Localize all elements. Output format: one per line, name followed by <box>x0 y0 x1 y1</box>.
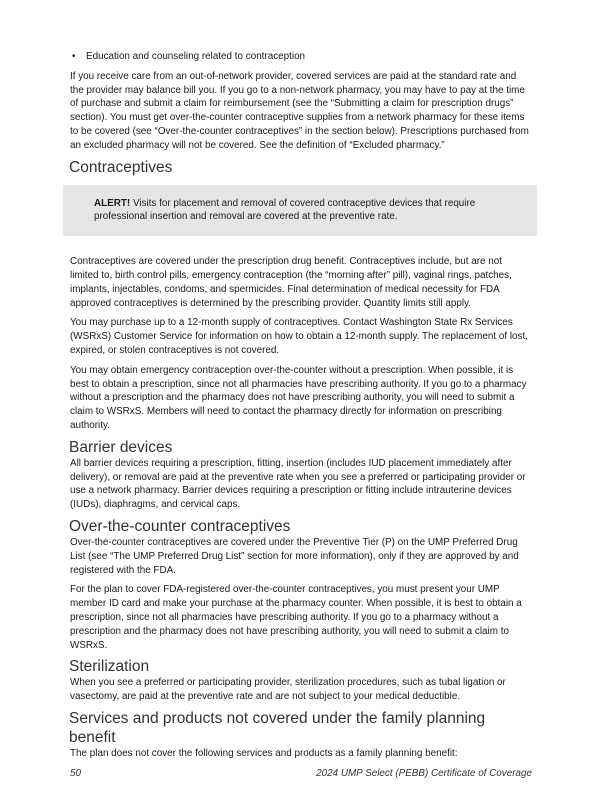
sterilization-paragraph: When you see a preferred or participating provider, sterilization procedures, such as tubal ligation or vasectomy, are paid at the preventive rate and are not subject to your medical deductible. <box>70 677 506 703</box>
alert-label: ALERT! <box>94 197 131 209</box>
contraceptives-paragraph-2: You may purchase up to a 12-month supply of contraceptives. Contact Washington State Rx Services (WSRxS) Customer Service for information on how to obtain a 12-month supply. The replacement of lost, expired, or stolen contraceptives is not covered. <box>70 317 528 356</box>
bullet-icon: • <box>72 51 76 62</box>
sterilization-heading: Sterilization <box>69 658 150 676</box>
not-covered-paragraph: The plan does not cover the following services and products as a family planning benefit: <box>70 747 458 759</box>
barrier-paragraph: All barrier devices requiring a prescription, fitting, insertion (includes IUD placement immediately after delivery), or removal are paid at the preventive rate when you see a preferred or participating provider or use a network pharmacy. Barrier devices requiring a prescription or fitting include intrauterine devices (IUDs), diaphragms, and cervical caps. <box>70 457 526 511</box>
contraceptives-paragraph-1: Contraceptives are covered under the prescription drug benefit. Contraceptives include, but are not limited to, birth control pills, emergency contraception (the “morning after” pill), vaginal rings, patches, implants, injectables, condoms, and spermicides. Final determination of medical necessity for FDA approved contraceptives is determined by the prescribing provider. Quantity limits still apply. <box>70 256 512 309</box>
alert-box <box>63 185 537 237</box>
barrier-devices-heading: Barrier devices <box>69 438 173 456</box>
otc-paragraph-2: For the plan to cover FDA-registered over-the-counter contraceptives, you must present your UMP member ID card and make your purchase at the pharmacy counter. When possible, it is best to obtain a prescription, since not all pharmacies have prescribing authority. If you go to a pharmacy without a prescription and the pharmacy does not have prescribing authority, you will need to submit a claim to WSRxS. <box>70 584 522 651</box>
otc-paragraph-1: Over-the-counter contraceptives are covered under the Preventive Tier (P) on the UMP Preferred Drug List (see “The UMP Preferred Drug List” section for more information), only if they are approved by and registered with the FDA. <box>70 536 519 576</box>
page-footer <box>70 767 532 781</box>
not-covered-heading: Services and products not covered under the family planning benefit <box>69 709 486 746</box>
alert-text <box>94 197 477 225</box>
document-title: 2024 UMP Select (PEBB) Certificate of Coverage <box>316 767 532 779</box>
contraceptives-paragraph-3: You may obtain emergency contraception over-the-counter without a prescription. When possible, it is best to obtain a prescription, since not all pharmacies have prescribing authority. If you go to a pharmacy without a prescription and the pharmacy does not have prescribing authority, you will need to submit a claim to WSRxS. Members will need to contact the pharmacy directly for information on prescribing authority. <box>70 364 527 431</box>
alert-body: Visits for placement and removal of covered contraceptive devices that require professional insertion and removal are covered at the preventive rate. <box>94 197 476 223</box>
page-number: 50 <box>70 767 81 779</box>
intro-paragraph: If you receive care from an out-of-network provider, covered services are paid at the standard rate and the provider may balance bill you. If you go to a non-network pharmacy, you may have to pay at the time of purchase and submit a claim for reimbursement (see the “Submitting a claim for prescription drugs” section). You must get over-the-counter contraceptive supplies from a network pharmacy for these items to be covered (see “Over-the-counter contraceptives” in the section below). Prescriptions purchased from an excluded pharmacy will not be covered. See the definition of “Excluded pharmacy.” <box>70 70 529 151</box>
bullet-text: Education and counseling related to contraception <box>86 51 306 62</box>
contraceptives-heading: Contraceptives <box>69 158 173 176</box>
otc-heading: Over-the-counter contraceptives <box>69 517 291 535</box>
bullet-item <box>70 50 532 64</box>
